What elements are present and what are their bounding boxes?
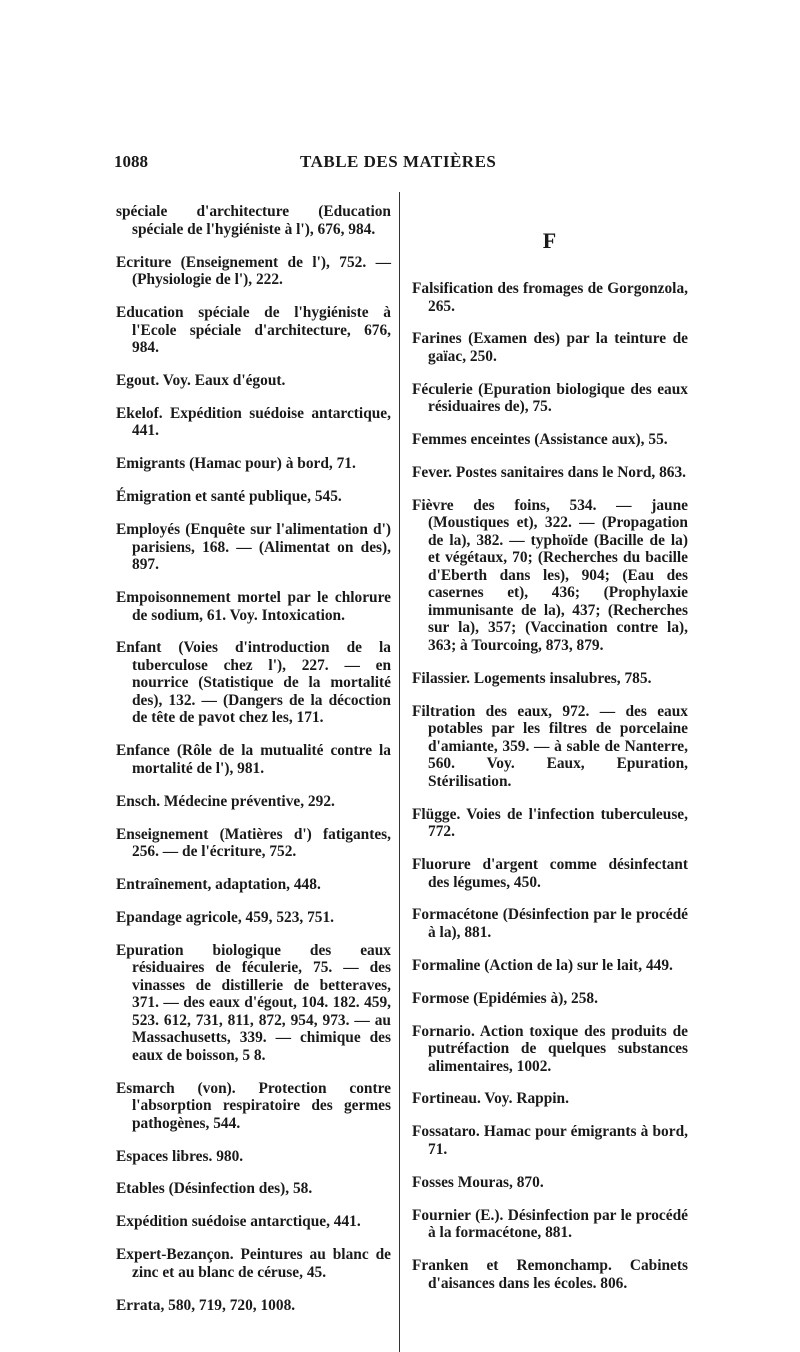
index-entry: Féculerie (Epuration biologique des eaux résiduaires de), 75. bbox=[412, 380, 688, 416]
index-entry: Esmarch (von). Protection contre l'absorption respiratoire des germes pathogènes, 544. bbox=[116, 1079, 391, 1132]
index-entry: spéciale d'architecture (Education spéciale de l'hygiéniste à l'), 676, 984. bbox=[116, 203, 391, 238]
index-entry: Formacétone (Désinfection par le procédé à la), 881. bbox=[412, 906, 688, 941]
index-entry: Fosses Mouras, 870. bbox=[412, 1173, 544, 1191]
index-entry: Emigrants (Hamac pour) à bord, 71. bbox=[116, 455, 356, 473]
index-entry: Enfant (Voies d'introduction de la tuberculose chez l'), 227. — en nourrice (Statistique de la mortalité des), 132. — (Dangers de la décoction de tête de pavot chez les, 171. bbox=[116, 639, 391, 727]
index-entry: Farines (Examen des) par la teinture de gaïac, 250. bbox=[412, 330, 688, 365]
index-entry: Fornario. Action toxique des produits de putréfaction de quelques substances alimentaires, 1002. bbox=[412, 1022, 688, 1075]
index-entry: Fournier (E.). Désinfection par le procédé à la formacétone, 881. bbox=[412, 1206, 688, 1242]
index-entry: Expédition suédoise antarctique, 441. bbox=[116, 1213, 361, 1231]
page-number: 1088 bbox=[114, 152, 148, 171]
index-entry: Formaline (Action de la) sur le lait, 449. bbox=[412, 956, 673, 974]
index-entry: Expert-Bezançon. Peintures au blanc de zinc et au blanc de céruse, 45. bbox=[116, 1246, 391, 1281]
index-entry: Fortineau. Voy. Rappin. bbox=[412, 1090, 569, 1108]
index-entry: Employés (Enquête sur l'alimentation d') parisiens, 168. — (Alimentat on des), 897. bbox=[116, 521, 391, 574]
index-entry: Émigration et santé publique, 545. bbox=[116, 488, 342, 506]
left-column bbox=[116, 188, 391, 1325]
index-entry: Errata, 580, 719, 720, 1008. bbox=[116, 1296, 296, 1314]
index-entry: Fever. Postes sanitaires dans le Nord, 863. bbox=[412, 464, 687, 482]
index-entry: Femmes enceintes (Assistance aux), 55. bbox=[412, 431, 668, 449]
section-letter: F bbox=[542, 228, 558, 253]
index-entry: Flügge. Voies de l'infection tuberculeuse, 772. bbox=[412, 805, 688, 841]
index-entry: Epandage agricole, 459, 523, 751. bbox=[116, 908, 335, 926]
index-entry: Fièvre des foins, 534. — jaune (Moustiques et), 322. — (Propagation de la), 382. — typhoïde (Bacille de la) et végétaux, 70; (Recherches du bacille d'Eberth dans les), 904; (Eau des casernes et), 436; (Prophylaxie immunisante de la), 437; (Recherches sur la), 357; (Vaccination contre la), 363; à Tourcoing, 873, 879. bbox=[412, 496, 688, 654]
index-entry: Filassier. Logements insalubres, 785. bbox=[412, 669, 652, 687]
index-entry: Fluorure d'argent comme désinfectant des légumes, 450. bbox=[412, 856, 688, 891]
index-entry: Ecriture (Enseignement de l'), 752. — (Physiologie de l'), 222. bbox=[116, 253, 391, 289]
index-entry: Entraînement, adaptation, 448. bbox=[116, 875, 321, 893]
page-title: TABLE DES MATIÈRES bbox=[300, 152, 497, 171]
index-entry: Ekelof. Expédition suédoise antarctique, 441. bbox=[116, 404, 391, 440]
index-entry: Filtration des eaux, 972. — des eaux potables par les filtres de porcelaine d'amiante, 359. — à sable de Nanterre, 560. Voy. Eaux, Epuration, Stérilisation. bbox=[412, 702, 688, 790]
index-entry: Falsification des fromages de Gorgonzola, 265. bbox=[412, 280, 688, 315]
index-entry: Franken et Remonchamp. Cabinets d'aisances dans les écoles. 806. bbox=[412, 1257, 688, 1292]
index-entry: Espaces libres. 980. bbox=[116, 1147, 244, 1165]
index-entry: Egout. Voy. Eaux d'égout. bbox=[116, 372, 286, 390]
index-entry: Formose (Epidémies à), 258. bbox=[412, 989, 598, 1007]
index-entry: Etables (Désinfection des), 58. bbox=[116, 1180, 313, 1198]
index-entry: Ensch. Médecine préventive, 292. bbox=[116, 792, 335, 810]
index-entry: Empoisonnement mortel par le chlorure de sodium, 61. Voy. Intoxication. bbox=[116, 589, 391, 624]
index-entry: Epuration biologique des eaux résiduaires de féculerie, 75. — des vinasses de distillerie de betteraves, 371. — des eaux d'égout, 104. 182. 459, 523. 612, 731, 811, 872, 954, 973. — au Massachusetts, 339. — chimique des eaux de boisson, 5 8. bbox=[116, 941, 391, 1064]
right-column bbox=[412, 228, 688, 1303]
index-entry: Fossataro. Hamac pour émigrants à bord, 71. bbox=[412, 1123, 688, 1158]
column-divider bbox=[399, 192, 400, 1352]
index-entry: Enfance (Rôle de la mutualité contre la mortalité de l'), 981. bbox=[116, 742, 391, 777]
index-entry: Enseignement (Matières d') fatigantes, 256. — de l'écriture, 752. bbox=[116, 825, 391, 861]
index-entry: Education spéciale de l'hygiéniste à l'Ecole spéciale d'architecture, 676, 984. bbox=[116, 304, 391, 357]
